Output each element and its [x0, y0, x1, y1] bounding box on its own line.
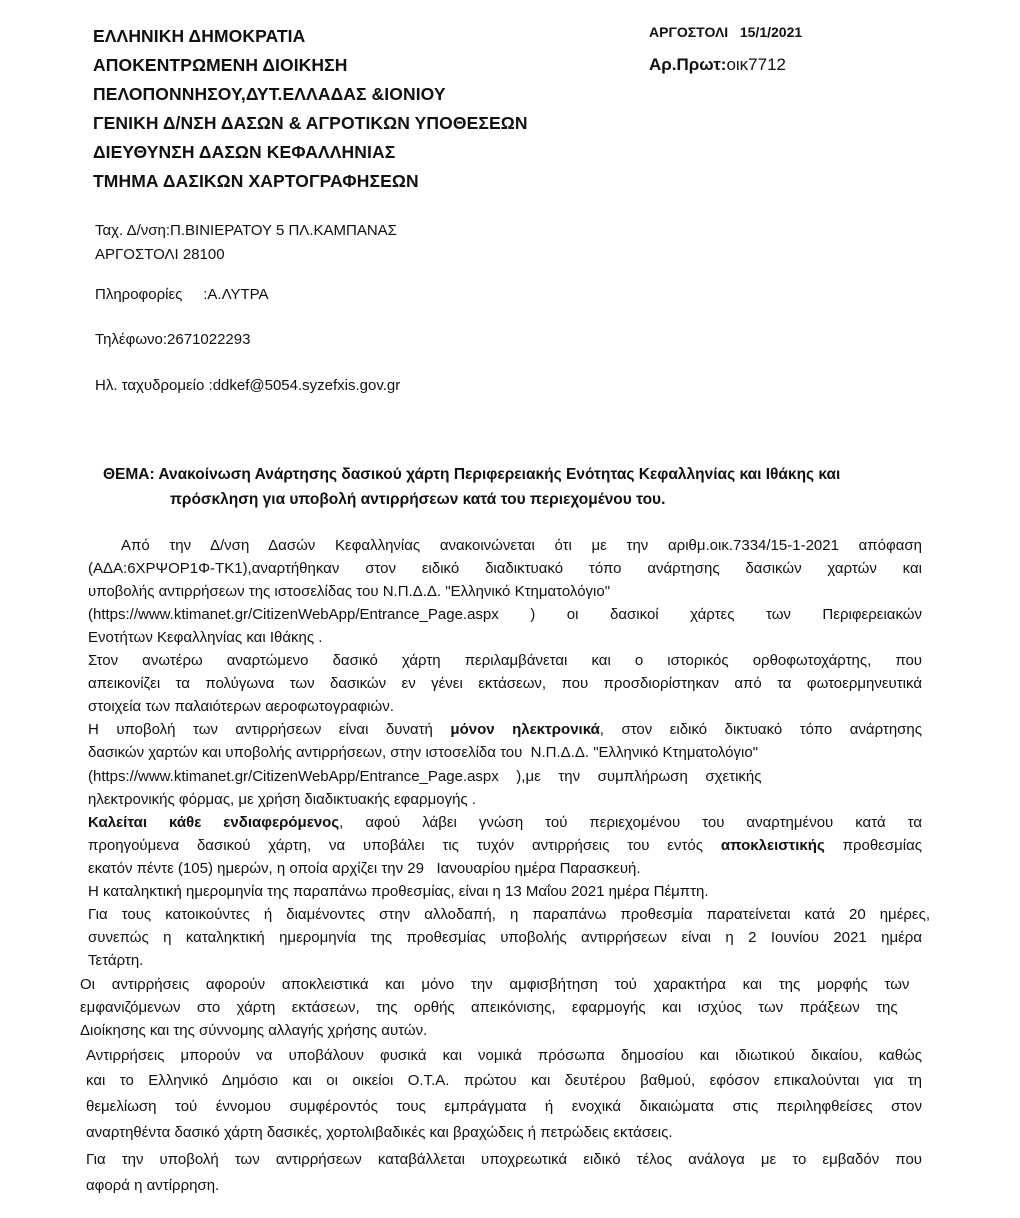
body-p9-line-1: Για την υποβολή των αντιρρήσεων καταβάλλεται υποχρεωτικά ειδικό τέλος ανάλογα με το εμβαδόν που — [86, 1151, 922, 1168]
protocol-number — [649, 55, 786, 75]
body-p6-line-1: Για τους κατοικούντες ή διαμένοντες στην αλλοδαπή, η παραπάνω προθεσμία παρατείνεται κατά 20 ημέρες, — [88, 906, 930, 923]
phone-line: Τηλέφωνο:2671022293 — [95, 331, 251, 348]
header-line-3: ΠΕΛΟΠΟΝΝΗΣΟΥ,ΔΥΤ.ΕΛΛΑΔΑΣ &ΙΟΝΙΟΥ — [93, 84, 446, 104]
body-p3-line-1 — [88, 721, 922, 738]
body-p8-line-3: θεμελίωση τού έννομου συμφέροντός τους εμπράγματα ή ενοχικά δικαιώματα στις περιληφθείσες στον — [86, 1098, 922, 1115]
body-p6-line-3: Τετάρτη. — [88, 952, 144, 969]
body-p4-line-2 — [88, 837, 922, 854]
body-p8-line-4: αναρτηθέντα δασικό χάρτη δασικές, χορτολιβαδικές και βραχώδεις ή πετρώδεις εκτάσεις. — [86, 1124, 673, 1141]
header-line-4: ΓΕΝΙΚΗ Δ/ΝΣΗ ΔΑΣΩΝ & ΑΓΡΟΤΙΚΩΝ ΥΠΟΘΕΣΕΩΝ — [93, 113, 528, 133]
header-line-1: ΕΛΛΗΝΙΚΗ ΔΗΜΟΚΡΑΤΙΑ — [93, 26, 306, 46]
body-p3-line-2: δασικών χαρτών και υποβολής αντιρρήσεων, στην ιστοσελίδα του Ν.Π.Δ.Δ. "Ελληνικό Κτηματολόγιο" — [88, 744, 759, 761]
body-p9-line-2: αφορά η αντίρρηση. — [86, 1177, 220, 1194]
email-line: Ηλ. ταχυδρομείο :ddkef@5054.syzefxis.gov.gr — [95, 377, 401, 394]
body-p5-line-1: Η καταληκτική ημερομηνία της παραπάνω προθεσμίας, είναι η 13 Μαΐου 2021 ημέρα Πέμπτη. — [88, 883, 709, 900]
body-p4-line-3: εκατόν πέντε (105) ημερών, η οποία αρχίζει την 29 Ιανουαρίου ημέρα Παρασκευή. — [88, 860, 641, 877]
place-date: ΑΡΓΟΣΤΟΛΙ 15/1/2021 — [649, 24, 803, 40]
body-p4-text-c2: προθεσμίας — [824, 837, 922, 854]
body-p3-text-c: , στον ειδικό δικτυακό τόπο ανάρτησης — [599, 721, 923, 738]
body-p8-line-2: και το Ελληνικό Δημόσιο και οι οικείοι Ο.Τ.Α. πρώτου και δευτέρου βαθμού, εφόσον επικαλούνται για τη — [86, 1072, 922, 1089]
body-p4-text-b: , αφού λάβει γνώση τού περιεχομένου του αναρτημένου κατά τα — [339, 814, 922, 831]
body-p6-line-2: συνεπώς η καταληκτική ημερομηνία της προθεσμίας υποβολής αντιρρήσεων είναι η 2 Ιουνίου 2021 ημέρα — [88, 929, 922, 946]
address-line-2: ΑΡΓΟΣΤΟΛΙ 28100 — [95, 246, 225, 263]
body-p1-line-2: (ΑΔΑ:6ΧΡΨΟΡ1Φ-ΤΚ1),αναρτήθηκαν στον ειδικό διαδικτυακό τόπο ανάρτησης δασικών χαρτών και — [88, 560, 922, 577]
protocol-label: Αρ.Πρωτ: — [649, 55, 727, 74]
body-p1-line-3: υποβολής αντιρρήσεων της ιστοσελίδας του Ν.Π.Δ.Δ. "Ελληνικό Κτηματολόγιο" — [88, 583, 611, 600]
body-p4-bold-invite: Καλείται κάθε ενδιαφερόμενος — [88, 814, 340, 831]
body-p7-line-2: εμφανιζόμενων στο χάρτη εκτάσεων, της ορθής απεικόνισης, εφαρμογής και ισχύος των πράξεων της — [80, 999, 898, 1016]
body-p8-line-1: Αντιρρήσεις μπορούν να υποβάλουν φυσικά και νομικά πρόσωπα δημοσίου και ιδιωτικού δικαίου, καθώς — [86, 1047, 922, 1064]
body-p7-line-3: Διοίκησης και της σύννομης αλλαγής χρήσης αυτών. — [80, 1022, 428, 1039]
body-p1-line-5: Ενοτήτων Κεφαλληνίας και Ιθάκης . — [88, 629, 323, 646]
body-p7-line-1: Οι αντιρρήσεις αφορούν αποκλειστικά και μόνο την αμφισβήτηση τού χαρακτήρα και της μορφής των — [80, 976, 910, 993]
body-p4-line-1 — [88, 814, 922, 831]
info-line: Πληροφορίες :Α.ΛΥΤΡΑ — [95, 286, 269, 303]
protocol-value: οικ7712 — [726, 55, 787, 74]
body-p1-line-1: Από την Δ/νση Δασών Κεφαλληνίας ανακοινώνεται ότι με την αριθμ.οικ.7334/15-1-2021 απόφαση — [121, 537, 922, 554]
body-p3-line-3: (https://www.ktimanet.gr/CitizenWebApp/Entrance_Page.aspx ),με την συμπλήρωση σχετικής — [88, 768, 762, 785]
body-p3-bold-electronic: μόνον ηλεκτρονικά — [450, 721, 600, 738]
header-line-5: ΔΙΕΥΘΥΝΣΗ ΔΑΣΩΝ ΚΕΦΑΛΛΗΝΙΑΣ — [93, 142, 396, 162]
body-p2-line-3: στοιχεία των παλαιότερων αεροφωτογραφιών. — [88, 698, 394, 715]
subject-line-1: ΘΕΜΑ: Ανακοίνωση Ανάρτησης δασικού χάρτη Περιφερειακής Ενότητας Κεφαλληνίας και Ιθάκης και — [103, 466, 841, 483]
body-p4-text-a2: προηγούμενα δασικού χάρτη, να υποβάλει τις τυχόν αντιρρήσεις του εντός — [88, 837, 721, 854]
subject-line-2: πρόσκληση για υποβολή αντιρρήσεων κατά του περιεχομένου του. — [170, 491, 666, 508]
body-p1-line-4: (https://www.ktimanet.gr/CitizenWebApp/Entrance_Page.aspx ) οι δασικοί χάρτες των Περιφερειακών — [88, 606, 922, 623]
header-line-2: ΑΠΟΚΕΝΤΡΩΜΕΝΗ ΔΙΟΙΚΗΣΗ — [93, 55, 348, 75]
address-line-1: Ταχ. Δ/νση:Π.ΒΙΝΙΕΡΑΤΟΥ 5 ΠΛ.ΚΑΜΠΑΝΑΣ — [95, 222, 397, 239]
body-p2-line-1: Στον ανωτέρω αναρτώμενο δασικό χάρτη περιλαμβάνεται και ο ιστορικός ορθοφωτοχάρτης, που — [88, 652, 922, 669]
body-p2-line-2: απεικονίζει τα πολύγωνα των δασικών εν γένει εκτάσεων, που προσδιορίστηκαν από τα φωτοερμηνευτικά — [88, 675, 922, 692]
header-line-6: ΤΜΗΜΑ ΔΑΣΙΚΩΝ ΧΑΡΤΟΓΡΑΦΗΣΕΩΝ — [93, 171, 419, 191]
body-p3-line-4: ηλεκτρονικής φόρμας, με χρήση διαδικτυακής εφαρμογής . — [88, 791, 476, 808]
body-p3-text-a: Η υποβολή των αντιρρήσεων είναι δυνατή — [88, 721, 451, 738]
body-p4-bold-exclusive: αποκλειστικής — [720, 837, 825, 854]
